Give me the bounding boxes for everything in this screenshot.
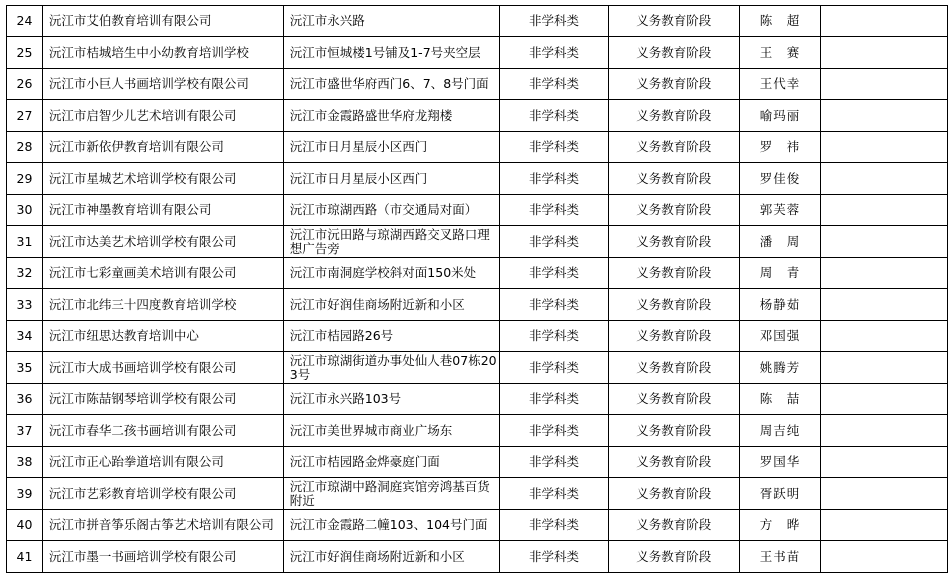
row-number: 25 — [7, 37, 43, 69]
table-row — [7, 195, 948, 226]
institution-name: 沅江市陈喆钢琴培训学校有限公司 — [42, 384, 283, 415]
empty-cell — [821, 163, 948, 195]
institution-name: 沅江市墨一书画培训学校有限公司 — [42, 541, 283, 573]
institution-name: 沅江市七彩童画美术培训有限公司 — [42, 258, 283, 289]
empty-cell — [821, 321, 948, 352]
empty-cell — [821, 69, 948, 100]
empty-cell — [821, 478, 948, 510]
education-stage: 义务教育阶段 — [608, 69, 739, 100]
institution-address: 沅江市金霞路盛世华府龙翔楼 — [283, 100, 499, 132]
subject-category: 非学科类 — [500, 6, 609, 37]
institution-address: 沅江市桔园路金烨豪庭门面 — [283, 447, 499, 478]
responsible-person: 王 赛 — [739, 37, 821, 69]
institution-name: 沅江市新依伊教育培训有限公司 — [42, 132, 283, 163]
institution-address: 沅江市恒城楼1号铺及1-7号夹空层 — [283, 37, 499, 69]
institution-name: 沅江市拼音筝乐阁古筝艺术培训有限公司 — [42, 510, 283, 541]
institution-name: 沅江市神墨教育培训有限公司 — [42, 195, 283, 226]
row-number: 32 — [7, 258, 43, 289]
responsible-person: 周 青 — [739, 258, 821, 289]
row-number: 40 — [7, 510, 43, 541]
row-number: 35 — [7, 352, 43, 384]
empty-cell — [821, 37, 948, 69]
table-row — [7, 132, 948, 163]
institution-address: 沅江市盛世华府西门6、7、8号门面 — [283, 69, 499, 100]
empty-cell — [821, 384, 948, 415]
education-stage: 义务教育阶段 — [608, 226, 739, 258]
table-body — [7, 6, 948, 573]
education-stage: 义务教育阶段 — [608, 321, 739, 352]
table-row — [7, 100, 948, 132]
institution-name: 沅江市春华二孩书画培训有限公司 — [42, 415, 283, 447]
education-stage: 义务教育阶段 — [608, 132, 739, 163]
institution-address: 沅江市好润佳商场附近新和小区 — [283, 541, 499, 573]
responsible-person: 王书苗 — [739, 541, 821, 573]
education-stage: 义务教育阶段 — [608, 37, 739, 69]
responsible-person: 潘 周 — [739, 226, 821, 258]
row-number: 41 — [7, 541, 43, 573]
subject-category: 非学科类 — [500, 37, 609, 69]
education-stage: 义务教育阶段 — [608, 478, 739, 510]
institution-address: 沅江市琼湖街道办事处仙人巷07栋203号 — [283, 352, 499, 384]
responsible-person: 罗国华 — [739, 447, 821, 478]
empty-cell — [821, 258, 948, 289]
institution-name: 沅江市达美艺术培训学校有限公司 — [42, 226, 283, 258]
institution-name: 沅江市艺彩教育培训学校有限公司 — [42, 478, 283, 510]
education-stage: 义务教育阶段 — [608, 6, 739, 37]
subject-category: 非学科类 — [500, 447, 609, 478]
subject-category: 非学科类 — [500, 478, 609, 510]
subject-category: 非学科类 — [500, 69, 609, 100]
row-number: 36 — [7, 384, 43, 415]
institution-name: 沅江市桔城培生中小幼教育培训学校 — [42, 37, 283, 69]
subject-category: 非学科类 — [500, 195, 609, 226]
row-number: 37 — [7, 415, 43, 447]
institution-address: 沅江市琼湖中路洞庭宾馆旁鸿基百货附近 — [283, 478, 499, 510]
table-row — [7, 289, 948, 321]
responsible-person: 周吉纯 — [739, 415, 821, 447]
empty-cell — [821, 132, 948, 163]
education-stage: 义务教育阶段 — [608, 415, 739, 447]
empty-cell — [821, 289, 948, 321]
education-stage: 义务教育阶段 — [608, 447, 739, 478]
education-stage: 义务教育阶段 — [608, 510, 739, 541]
empty-cell — [821, 100, 948, 132]
table-row — [7, 510, 948, 541]
row-number: 34 — [7, 321, 43, 352]
education-stage: 义务教育阶段 — [608, 258, 739, 289]
education-stage: 义务教育阶段 — [608, 541, 739, 573]
institution-name: 沅江市正心跆拳道培训有限公司 — [42, 447, 283, 478]
table-row — [7, 69, 948, 100]
institution-address: 沅江市琼湖西路（市交通局对面） — [283, 195, 499, 226]
empty-cell — [821, 195, 948, 226]
institution-name: 沅江市北纬三十四度教育培训学校 — [42, 289, 283, 321]
institution-address: 沅江市永兴路 — [283, 6, 499, 37]
institution-name: 沅江市大成书画培训学校有限公司 — [42, 352, 283, 384]
table-row — [7, 478, 948, 510]
subject-category: 非学科类 — [500, 384, 609, 415]
responsible-person: 郭芙蓉 — [739, 195, 821, 226]
responsible-person: 姚腾芳 — [739, 352, 821, 384]
institution-name: 沅江市启智少儿艺术培训有限公司 — [42, 100, 283, 132]
row-number: 33 — [7, 289, 43, 321]
institution-address: 沅江市南洞庭学校斜对面150米处 — [283, 258, 499, 289]
subject-category: 非学科类 — [500, 163, 609, 195]
institution-address: 沅江市桔园路26号 — [283, 321, 499, 352]
subject-category: 非学科类 — [500, 541, 609, 573]
table-row — [7, 352, 948, 384]
institution-name: 沅江市纽思达教育培训中心 — [42, 321, 283, 352]
responsible-person: 喻玛丽 — [739, 100, 821, 132]
table-row — [7, 163, 948, 195]
table-row — [7, 258, 948, 289]
row-number: 24 — [7, 6, 43, 37]
institution-address: 沅江市日月星辰小区西门 — [283, 163, 499, 195]
institution-table — [6, 5, 948, 573]
responsible-person: 杨静茹 — [739, 289, 821, 321]
subject-category: 非学科类 — [500, 100, 609, 132]
responsible-person: 胥跃明 — [739, 478, 821, 510]
subject-category: 非学科类 — [500, 132, 609, 163]
row-number: 31 — [7, 226, 43, 258]
empty-cell — [821, 447, 948, 478]
table-row — [7, 37, 948, 69]
institution-name: 沅江市艾伯教育培训有限公司 — [42, 6, 283, 37]
empty-cell — [821, 226, 948, 258]
subject-category: 非学科类 — [500, 352, 609, 384]
responsible-person: 罗 祎 — [739, 132, 821, 163]
education-stage: 义务教育阶段 — [608, 352, 739, 384]
row-number: 26 — [7, 69, 43, 100]
subject-category: 非学科类 — [500, 510, 609, 541]
responsible-person: 方 晔 — [739, 510, 821, 541]
institution-address: 沅江市美世界城市商业广场东 — [283, 415, 499, 447]
row-number: 29 — [7, 163, 43, 195]
education-stage: 义务教育阶段 — [608, 100, 739, 132]
table-row — [7, 226, 948, 258]
row-number: 27 — [7, 100, 43, 132]
row-number: 39 — [7, 478, 43, 510]
table-row — [7, 415, 948, 447]
responsible-person: 王代幸 — [739, 69, 821, 100]
institution-address: 沅江市沅田路与琼湖西路交叉路口理想广告旁 — [283, 226, 499, 258]
table-row — [7, 384, 948, 415]
institution-name: 沅江市小巨人书画培训学校有限公司 — [42, 69, 283, 100]
empty-cell — [821, 510, 948, 541]
education-stage: 义务教育阶段 — [608, 195, 739, 226]
row-number: 30 — [7, 195, 43, 226]
education-stage: 义务教育阶段 — [608, 163, 739, 195]
responsible-person: 陈 喆 — [739, 384, 821, 415]
row-number: 28 — [7, 132, 43, 163]
education-stage: 义务教育阶段 — [608, 289, 739, 321]
empty-cell — [821, 415, 948, 447]
row-number: 38 — [7, 447, 43, 478]
table-row — [7, 6, 948, 37]
empty-cell — [821, 352, 948, 384]
education-stage: 义务教育阶段 — [608, 384, 739, 415]
table-row — [7, 447, 948, 478]
empty-cell — [821, 6, 948, 37]
table-row — [7, 321, 948, 352]
institution-address: 沅江市好润佳商场附近新和小区 — [283, 289, 499, 321]
subject-category: 非学科类 — [500, 258, 609, 289]
responsible-person: 陈 超 — [739, 6, 821, 37]
subject-category: 非学科类 — [500, 321, 609, 352]
institution-address: 沅江市金霞路二幢103、104号门面 — [283, 510, 499, 541]
institution-address: 沅江市永兴路103号 — [283, 384, 499, 415]
responsible-person: 邓国强 — [739, 321, 821, 352]
table-row — [7, 541, 948, 573]
subject-category: 非学科类 — [500, 226, 609, 258]
subject-category: 非学科类 — [500, 289, 609, 321]
empty-cell — [821, 541, 948, 573]
responsible-person: 罗佳俊 — [739, 163, 821, 195]
institution-name: 沅江市星城艺术培训学校有限公司 — [42, 163, 283, 195]
subject-category: 非学科类 — [500, 415, 609, 447]
institution-address: 沅江市日月星辰小区西门 — [283, 132, 499, 163]
